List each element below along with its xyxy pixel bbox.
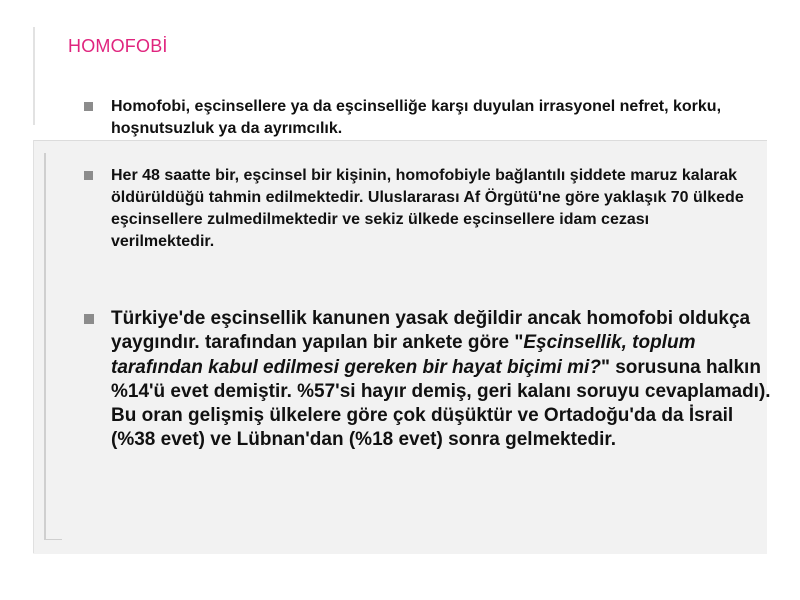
survey-question: Eşcinsellik, toplum tarafından kabul edilmesi gereken bir hayat biçimi mi? — [111, 332, 696, 378]
square-bullet-icon — [84, 171, 93, 180]
bullet-text-part: Türkiye'de eşcinsellik kanunen yasak değildir ancak homofobi oldukça yaygındır. tarafından yapılan bir ankete göre " — [111, 308, 751, 354]
left-accent-bar — [33, 27, 62, 125]
bullet-text-part: " sorusuna halkın %14'ü evet demiştir. %57'si hayır demiş, geri kalanı soruyu cevaplamadı). Bu oran gelişmiş ülkelere göre çok düşüktür ve Ortadoğu'da da İsrail (%38 evet) ve Lübnan'dan (%18 evet) sonra gelmektedir. — [111, 356, 771, 451]
slide-title: HOMOFOBİ — [68, 36, 168, 56]
panel-border — [33, 140, 34, 553]
square-bullet-icon — [84, 314, 94, 324]
panel-accent-bar — [44, 153, 62, 540]
bullet-text: Her 48 saatte bir, eşcinsel bir kişinin, homofobiyle bağlantılı şiddete maruz kalarak öldürüldüğü tahmin edilmektedir. Uluslararası Af Örgütü'ne göre yaklaşık 70 ülkede eşcinsellere zulmedilmektedir ve sekiz ülkede eşcinsellere idam cezası verilmektedir. — [111, 167, 744, 250]
square-bullet-icon — [84, 102, 93, 111]
bullet-text: Homofobi, eşcinsellere ya da eşcinselliğe karşı duyulan irrasyonel nefret, korku, hoşnutsuzluk ya da ayrımcılık. — [111, 98, 722, 137]
bullet-text — [111, 307, 771, 453]
